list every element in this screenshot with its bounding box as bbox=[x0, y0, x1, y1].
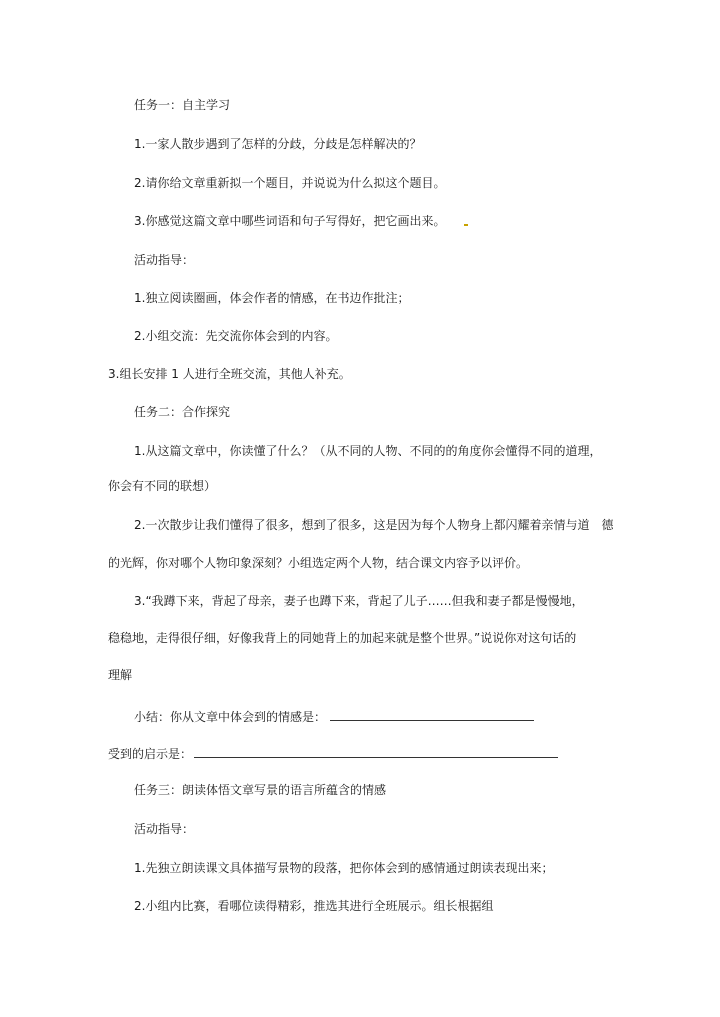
guide3-step-1: 1.先独立朗读课文具体描写景物的段落，把你体会到的感情通过朗读表现出来； bbox=[134, 861, 554, 875]
insight-answer-blank[interactable] bbox=[194, 745, 558, 758]
guide1-step-2: 2.小组交流：先交流你体会到的内容。 bbox=[134, 329, 338, 343]
task2-question-3c: 理解 bbox=[108, 668, 133, 682]
feeling-answer-blank[interactable] bbox=[330, 708, 534, 721]
summary-insight-label: 受到的启示是： bbox=[108, 747, 193, 761]
guide3-step-2: 2.小组内比赛，看哪位读得精彩，推选其进行全班展示。组长根据组 bbox=[134, 899, 494, 913]
guide3-heading: 活动指导： bbox=[134, 822, 195, 836]
task1-question-3: 3.你感觉这篇文章中哪些词语和句子写得好，把它画出来。 bbox=[134, 214, 446, 228]
task1-question-1: 1.一家人散步遇到了怎样的分歧，分歧是怎样解决的？ bbox=[134, 137, 422, 151]
task1-question-2: 2.请你给文章重新拟一个题目，并说说为什么拟这个题目。 bbox=[134, 176, 446, 190]
task2-question-1a: 1.从这篇文章中，你读懂了什么？（从不同的人物、不同的的角度你会懂得不同的道理， bbox=[134, 444, 602, 458]
guide1-heading: 活动指导： bbox=[134, 253, 195, 267]
task2-heading: 任务二：合作探究 bbox=[134, 405, 231, 419]
summary-feeling-label: 小结：你从文章中体会到的情感是： bbox=[134, 710, 327, 724]
task2-question-3b: 稳稳地，走得很仔细，好像我背上的同她背上的加起来就是整个世界。”说说你对这句话的 bbox=[108, 631, 577, 645]
task1-heading: 任务一：自主学习 bbox=[134, 98, 231, 112]
highlight-mark bbox=[464, 224, 468, 226]
task2-question-2b: 的光辉，你对哪个人物印象深刻？小组选定两个人物，结合课文内容予以评价。 bbox=[108, 556, 529, 570]
summary-feeling-line bbox=[134, 708, 534, 725]
task2-question-2a: 2.一次散步让我们懂得了很多，想到了很多，这是因为每个人物身上都闪耀着亲情与道 德 bbox=[134, 518, 614, 532]
task2-question-1b: 你会有不同的联想） bbox=[108, 479, 217, 493]
guide1-step-1: 1.独立阅读圈画，体会作者的情感，在书边作批注； bbox=[134, 291, 410, 305]
guide1-step-3: 3.组长安排 1 人进行全班交流，其他人补充。 bbox=[108, 367, 351, 381]
task3-heading: 任务三：朗读体悟文章写景的语言所蕴含的情感 bbox=[134, 783, 387, 797]
task2-question-3a: 3.“我蹲下来，背起了母亲，妻子也蹲下来，背起了儿子……但我和妻子都是慢慢地， bbox=[134, 594, 584, 608]
summary-insight-line bbox=[108, 745, 558, 762]
